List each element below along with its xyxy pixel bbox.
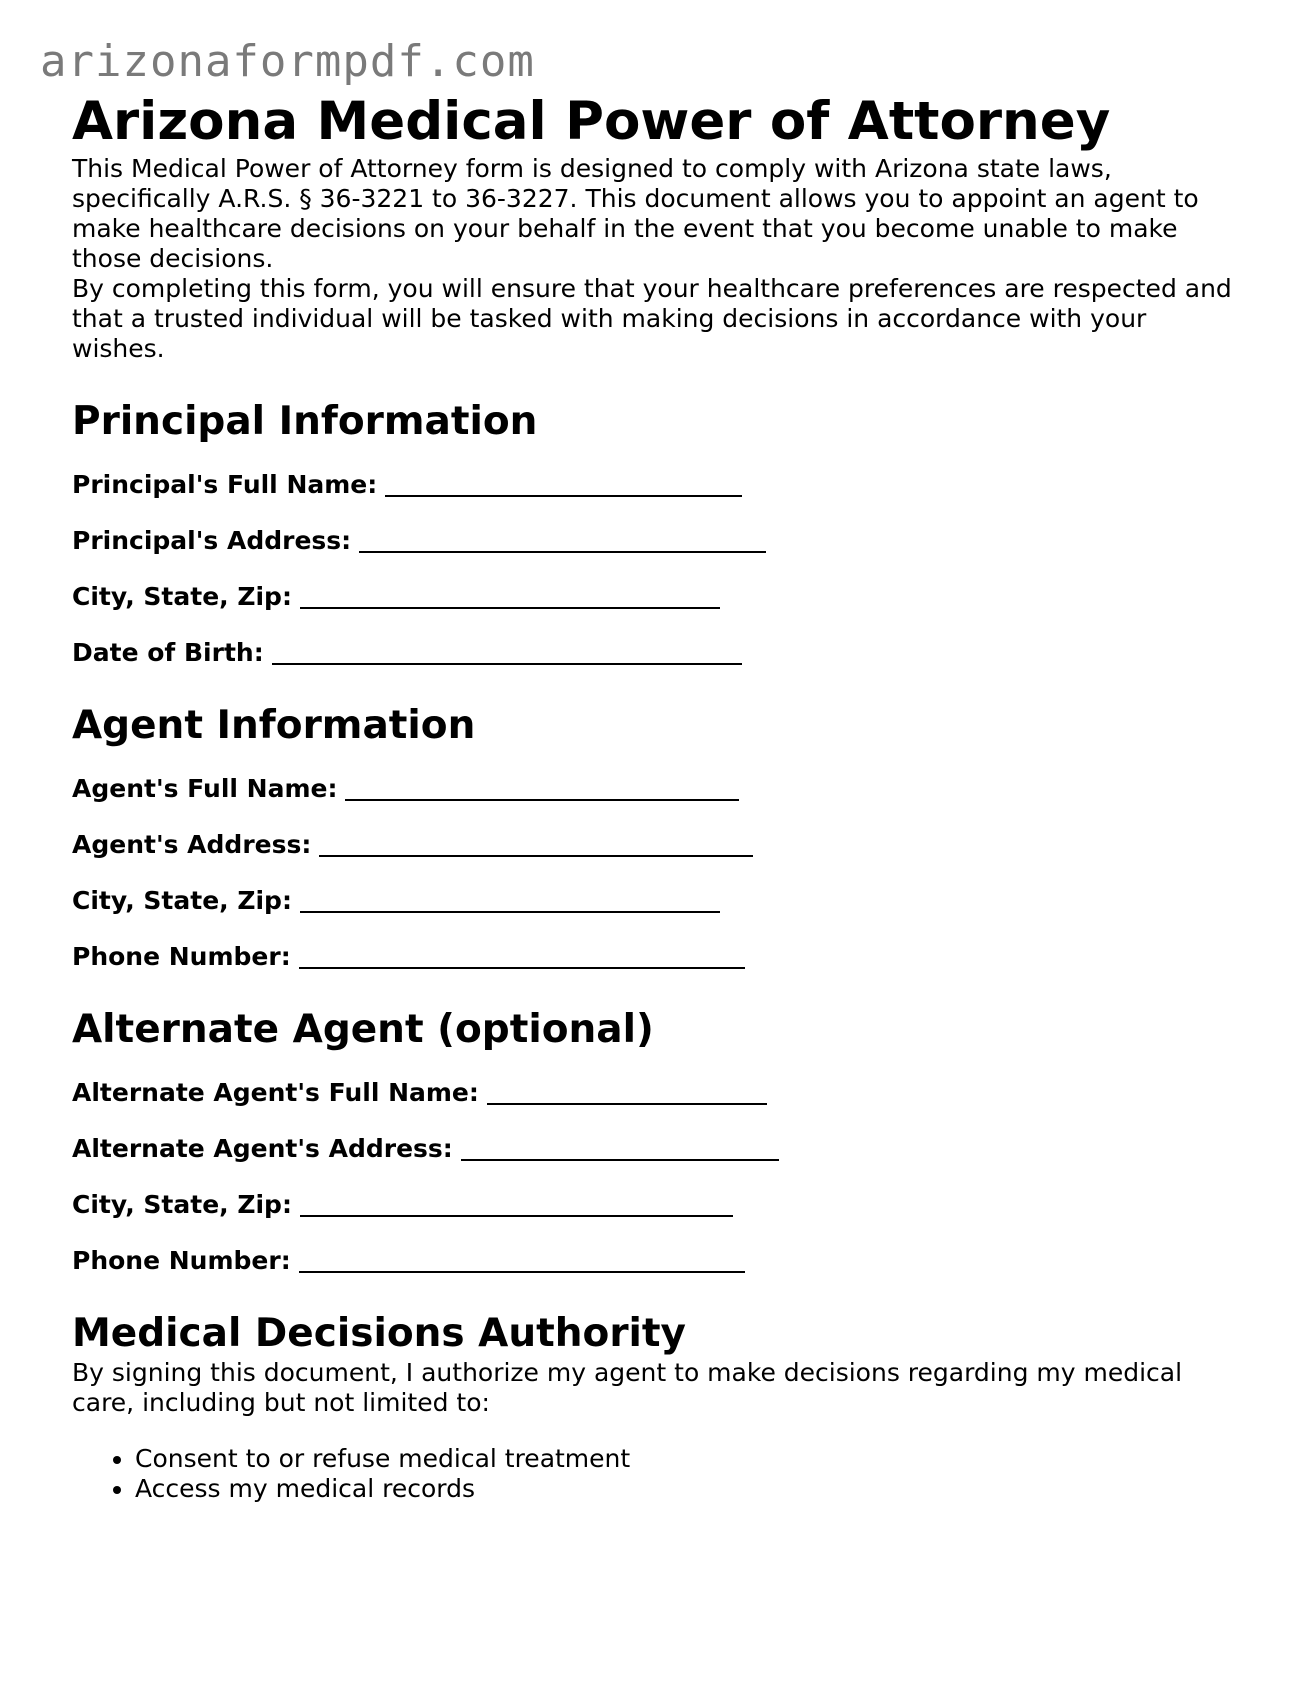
field-label: City, State, Zip: <box>72 1189 292 1219</box>
list-item: • Access my medical records <box>135 1474 1232 1504</box>
agent-phone-number-blank[interactable] <box>299 945 745 969</box>
document-page <box>72 90 1232 1504</box>
principal-full-name-blank[interactable] <box>385 473 742 497</box>
alternate-agent-address-field <box>72 1134 1232 1164</box>
authority-list <box>72 1444 1232 1504</box>
field-label: Phone Number: <box>72 941 291 971</box>
authority-heading: Medical Decisions Authority <box>72 1310 686 1356</box>
document-title: Arizona Medical Power of Attorney <box>72 91 1111 152</box>
field-label: Alternate Agent's Address: <box>72 1133 453 1163</box>
field-label: Alternate Agent's Full Name: <box>72 1077 479 1107</box>
agent-address-field <box>72 830 1232 860</box>
agent-city-state-zip-blank[interactable] <box>300 889 720 913</box>
alternate-agent-section <box>72 1006 1232 1276</box>
alternate-agent-address-blank[interactable] <box>461 1137 779 1161</box>
intro-paragraph-1: This Medical Power of Attorney form is designed to comply with Arizona state laws, specifically A.R.S. § 36-3221 to 36-3227. This document allows you to appoint an agent to make healthcare decisions on your behalf in the event that you become unable to make those decisions. <box>72 153 1199 273</box>
authority-section <box>72 1310 1232 1504</box>
principal-date-of-birth-blank[interactable] <box>272 641 742 665</box>
agent-address-blank[interactable] <box>319 833 753 857</box>
agent-heading: Agent Information <box>72 702 476 748</box>
principal-city-state-zip-field <box>72 582 1232 612</box>
authority-text: By signing this document, I authorize my agent to make decisions regarding my medical care, including but not limited to: <box>72 1357 1183 1417</box>
list-item: • Consent to or refuse medical treatment <box>135 1444 1232 1474</box>
principal-date-of-birth-field <box>72 638 1232 668</box>
alternate-agent-heading: Alternate Agent (optional) <box>72 1006 654 1052</box>
field-label: Principal's Full Name: <box>72 469 378 499</box>
field-label: Principal's Address: <box>72 525 352 555</box>
intro-paragraph-2: By completing this form, you will ensure that your healthcare preferences are respected and that a trusted individual will be tasked with making decisions in accordance with your wishes. <box>72 273 1232 363</box>
principal-full-name-field <box>72 470 1232 500</box>
field-label: Agent's Address: <box>72 829 312 859</box>
alternate-agent-city-state-zip-blank[interactable] <box>300 1193 733 1217</box>
principal-address-blank[interactable] <box>359 529 766 553</box>
principal-address-field <box>72 526 1232 556</box>
alternate-agent-phone-number-blank[interactable] <box>299 1249 745 1273</box>
alternate-agent-phone-number-field <box>72 1246 1232 1276</box>
field-label: Date of Birth: <box>72 637 264 667</box>
principal-city-state-zip-blank[interactable] <box>300 585 720 609</box>
field-label: City, State, Zip: <box>72 581 292 611</box>
agent-city-state-zip-field <box>72 886 1232 916</box>
agent-full-name-blank[interactable] <box>345 777 739 801</box>
alternate-agent-full-name-blank[interactable] <box>487 1081 767 1105</box>
alternate-agent-city-state-zip-field <box>72 1190 1232 1220</box>
agent-full-name-field <box>72 774 1232 804</box>
field-label: Agent's Full Name: <box>72 773 338 803</box>
agent-section <box>72 702 1232 972</box>
field-label: City, State, Zip: <box>72 885 292 915</box>
agent-phone-number-field <box>72 942 1232 972</box>
field-label: Phone Number: <box>72 1245 291 1275</box>
alternate-agent-full-name-field <box>72 1078 1232 1108</box>
watermark: arizonaformpdf.com <box>40 36 535 87</box>
principal-section <box>72 398 1232 668</box>
principal-heading: Principal Information <box>72 398 538 444</box>
